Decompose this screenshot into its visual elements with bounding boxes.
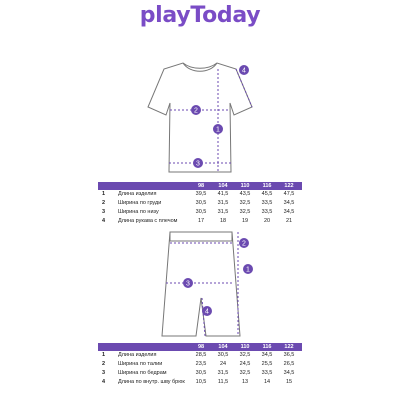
- shorts-size-table: [98, 343, 302, 387]
- table-row: 4 Длина по внутр. шву брюк 10,5 11,5 13 14 15: [102, 379, 293, 385]
- table-row: 3 Ширина по бедрам 30,5 31,5 32,5 33,5 34,5: [102, 370, 295, 376]
- svg-text:4: 4: [242, 67, 246, 75]
- brand-logo: playToday: [139, 3, 261, 28]
- svg-text:1: 1: [216, 126, 220, 134]
- svg-text:4: 4: [205, 308, 209, 316]
- tshirt-size-table: [98, 182, 302, 226]
- table-row: 3 Ширина по низу 30,5 31,5 32,5 33,5 34,5: [102, 209, 295, 215]
- svg-text:3: 3: [196, 160, 200, 168]
- shorts-diagram: [0, 228, 400, 340]
- svg-text:3: 3: [186, 280, 190, 288]
- svg-text:2: 2: [242, 240, 246, 248]
- svg-text:1: 1: [246, 266, 250, 274]
- table-row: 1 Длина изделия 39,5 41,5 43,5 45,5 47,5: [102, 191, 295, 197]
- table-header: 98 104 110 116 122: [98, 182, 302, 190]
- table-row: 2 Ширина по талии 23,5 24 24,5 25,5 26,5: [102, 361, 295, 367]
- tshirt-diagram: [0, 55, 400, 185]
- table-row: 2 Ширина по груди 30,5 31,5 32,5 33,5 34,5: [102, 200, 295, 206]
- tshirt-outline: [148, 63, 252, 172]
- table-header: 98 104 110 116 122: [98, 343, 302, 351]
- shorts-outline: [162, 232, 240, 336]
- table-row: 1 Длина изделия 28,5 30,5 32,5 34,5 36,5: [102, 352, 295, 358]
- table-row: 4 Длина рукава с плечом 17 18 19 20 21: [102, 218, 293, 224]
- svg-text:2: 2: [194, 107, 198, 115]
